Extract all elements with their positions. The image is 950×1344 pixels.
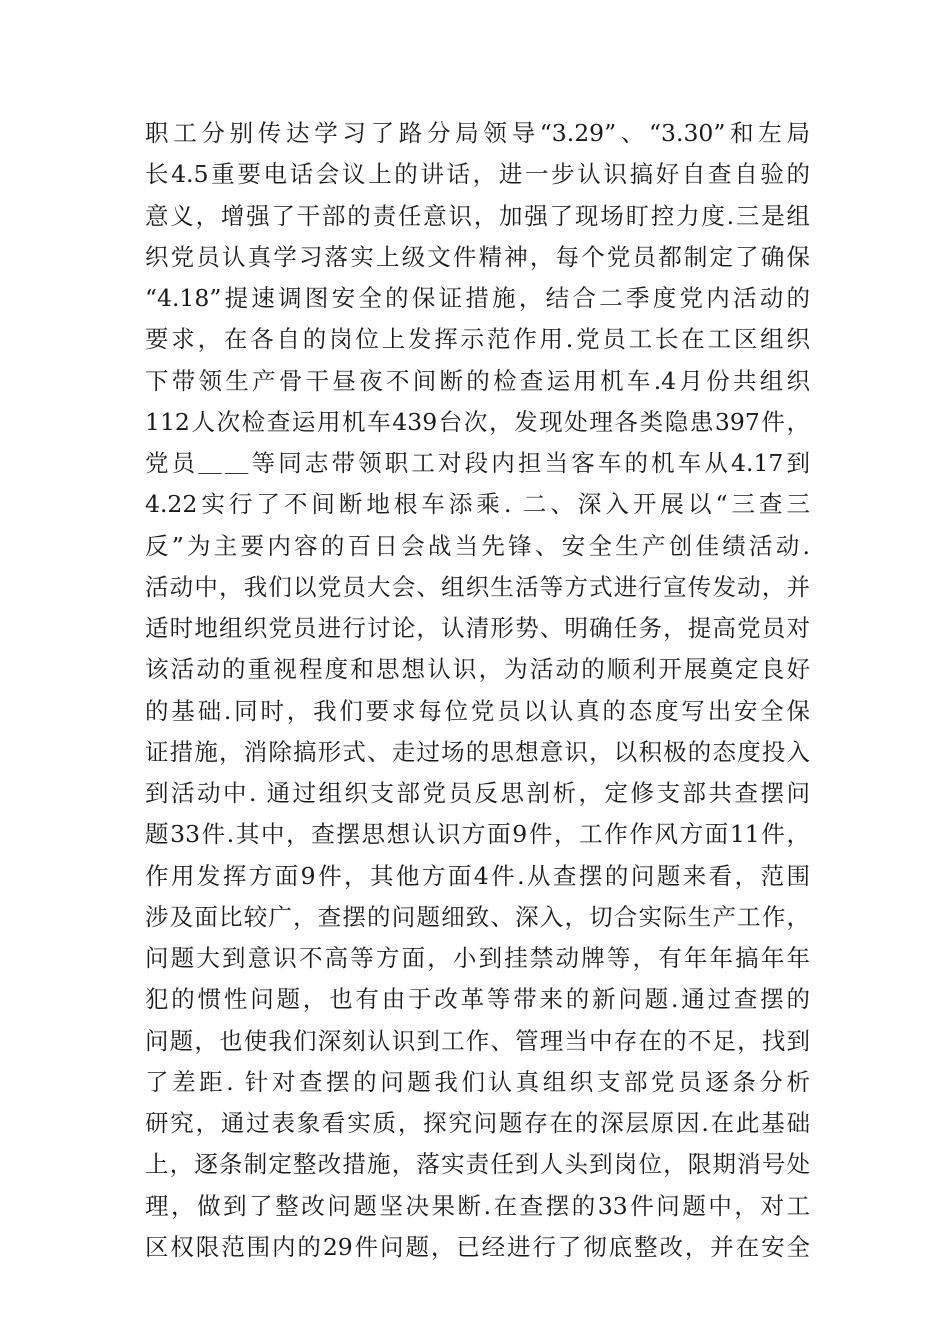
text-line: 上，逐条制定整改措施，落实责任到人头到岗位，限期消号处 [145,1150,810,1179]
text-line: 要求，在各自的岗位上发挥示范作用.党员工长在工区组织 [145,325,810,354]
text-line: 题33件.其中，查摆思想认识方面9件，工作作风方面11件， [145,820,810,849]
text-line: 区权限范围内的29件问题，已经进行了彻底整改，并在安全 [145,1232,810,1261]
text-line: 犯的惯性问题，也有由于改革等带来的新问题.通过查摆的 [145,985,810,1014]
text-line: 意义，增强了干部的责任意识，加强了现场盯控力度.三是组 [145,201,810,230]
text-line: 了差距. 针对查摆的问题我们认真组织支部党员逐条分析 [145,1067,810,1096]
text-line: 4.22实行了不间断地根车添乘. 二、深入开展以“三查三 [145,490,810,519]
text-line: 该活动的重视程度和思想认识，为活动的顺利开展奠定良好 [145,655,810,684]
text-line: 问题大到意识不高等方面，小到挂禁动牌等，有年年搞年年 [145,944,810,972]
text-line: 反”为主要内容的百日会战当先锋、安全生产创佳绩活动. [145,531,810,560]
text-line: 长4.5重要电话会议上的讲话，进一步认识搞好自查自验的 [145,160,810,189]
text-line: 活动中，我们以党员大会、组织生活等方式进行宣传发动，并 [145,572,810,601]
body-text [145,113,810,1268]
text-line: 织党员认真学习落实上级文件精神，每个党员都制定了确保 [145,242,810,271]
text-line: 党员＿＿等同志带领职工对段内担当客车的机车从4.17到 [145,449,810,477]
text-line: “4.18”提速调图安全的保证措施，结合二季度党内活动的 [145,284,810,312]
text-line: 到活动中. 通过组织支部党员反思剖析，定修支部共查摆问 [145,779,810,807]
text-line: 问题，也使我们深刻认识到工作、管理当中存在的不足，找到 [145,1026,810,1055]
text-line: 理，做到了整改问题坚决果断.在查摆的33件问题中，对工 [145,1191,810,1220]
text-line: 适时地组织党员进行讨论，认清形势、明确任务，提高党员对 [145,614,810,642]
text-line: 涉及面比较广，查摆的问题细致、深入，切合实际生产工作， [145,902,810,931]
text-line: 作用发挥方面9件，其他方面4件.从查摆的问题来看，范围 [145,861,810,890]
text-line: 职工分别传达学习了路分局领导“3.29”、“3.30”和左局 [145,119,810,147]
text-line: 112人次检查运用机车439台次，发现处理各类隐患397件， [145,407,810,436]
text-line: 下带领生产骨干昼夜不间断的检查运用机车.4月份共组织 [145,366,810,395]
text-line: 研究，通过表象看实质，探究问题存在的深层原因.在此基础 [145,1109,810,1137]
text-line: 的基础.同时，我们要求每位党员以认真的态度写出安全保 [145,696,810,725]
text-line: 证措施，消除搞形式、走过场的思想意识，以积极的态度投入 [145,737,810,766]
